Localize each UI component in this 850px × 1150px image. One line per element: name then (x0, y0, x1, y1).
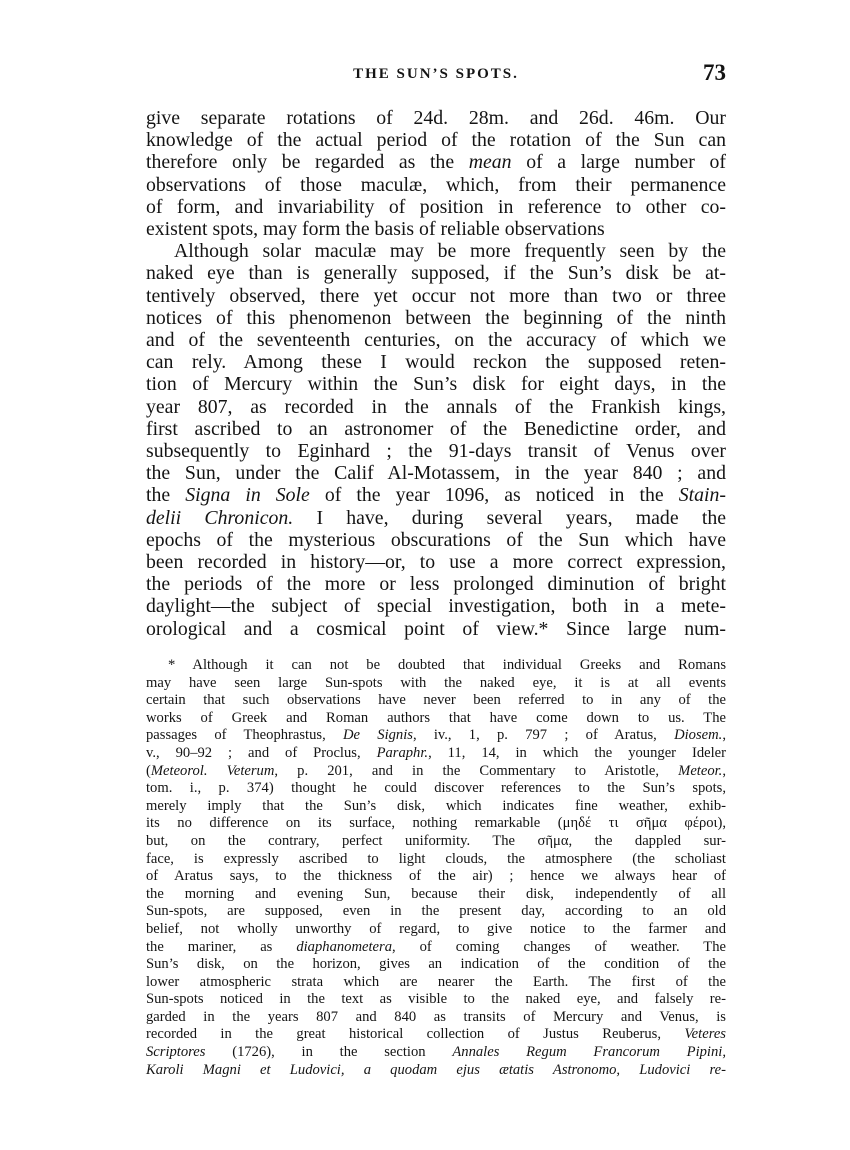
emphasis: De Signis (343, 727, 413, 744)
text-line: tion of Mercury within the Sun’s disk for eight days, in the (146, 373, 726, 396)
footnote-line: works of Greek and Roman authors that have come down to us. The (146, 709, 726, 726)
footnote-line: Sun-spots noticed in the text as visible to the naked eye, and falsely re- (146, 991, 726, 1008)
text-run: therefore only be regarded as the (146, 151, 469, 174)
text-line: orological and a cosmical point of view.* Since large num- (146, 617, 726, 640)
text-run: passages of Theophrastus, (146, 727, 343, 744)
text-line: Although solar maculæ may be more frequently seen by the (174, 240, 726, 263)
text-line: existent spots, may form the basis of reliable observations (146, 218, 605, 241)
text-run: , of coming changes of weather. The (392, 938, 726, 955)
text-line: the periods of the more or less prolonged diminution of bright (146, 573, 726, 596)
footnote-line (146, 1062, 726, 1080)
emphasis: Meteor. (678, 762, 723, 779)
text-line: daylight—the subject of special investigation, both in a mete- (146, 595, 726, 618)
running-head (146, 60, 726, 90)
emphasis: diaphanometera (296, 938, 392, 955)
emphasis: Veteres (684, 1026, 726, 1043)
footnote-line: Sun’s disk, on the horizon, gives an indication of the condition of the (146, 956, 726, 973)
footnote-line (146, 939, 726, 957)
main-text (146, 107, 726, 640)
footnote-line: may have seen large Sun-spots with the naked eye, it is at all events (146, 674, 726, 691)
text-run: , (722, 762, 726, 779)
footnote-line: belief, not wholly unworthy of regard, to give notice to the farmer and (146, 920, 726, 937)
emphasis: Meteorol. Veterum (150, 762, 275, 779)
text-run: the (146, 484, 186, 507)
text-run: v., 90–92 ; and of Proclus, (146, 744, 377, 761)
page-number: 73 (703, 60, 726, 85)
text-run: , 11, 14, in which the younger Ideler (428, 744, 727, 761)
emphasis: Paraphr. (376, 744, 429, 761)
text-run: of a large number of (511, 151, 726, 174)
text-run: recorded in the great historical collection of Justus Reuberus, (146, 1026, 685, 1043)
footnote (146, 657, 726, 1079)
text-line: naked eye than is generally supposed, if the Sun’s disk be at- (146, 262, 726, 285)
paragraph (146, 107, 726, 240)
emphasis: delii Chronicon. (146, 506, 294, 529)
text-run: the mariner, as (146, 938, 297, 955)
emphasis: Scriptores (146, 1044, 206, 1061)
footnote-line: but, on the contrary, perfect uniformity. The σῆμα, the dappled sur- (146, 832, 726, 849)
text-line (146, 484, 726, 506)
text-run: of the year 1096, as noticed in the (309, 484, 679, 507)
footnote-line: garded in the years 807 and 840 as transits of Mercury and Venus, is (146, 1008, 726, 1025)
text-line: epochs of the mysterious obscurations of the Sun which have (146, 528, 726, 551)
emphasis: Annales Regum Francorum Pipini, (452, 1044, 726, 1061)
emphasis: mean (468, 151, 512, 174)
text-run: ( (146, 762, 151, 779)
footnote-line: Sun-spots, are supposed, even in the present day, according to an old (146, 903, 726, 920)
footnote-line: face, is expressly ascribed to light clouds, the atmosphere (the scholiast (146, 850, 726, 867)
footnote-line (146, 727, 726, 745)
footnote-line (146, 1044, 726, 1062)
footnote-line: certain that such observations have never been referred to in any of the (146, 692, 726, 709)
text-run: , (722, 727, 726, 744)
text-line: tentively observed, there yet occur not more than two or three (146, 284, 726, 307)
footnote-line: merely imply that the Sun’s disk, which indicates fine weather, exhib- (146, 797, 726, 814)
emphasis: Diosem. (674, 727, 723, 744)
text-line: been recorded in history—or, to use a more correct expression, (146, 551, 726, 574)
text-run: I have, during several years, made the (293, 506, 726, 529)
emphasis: Signa in Sole (185, 484, 310, 507)
text-run: , iv., 1, p. 797 ; of Aratus, (412, 727, 675, 744)
text-line: subsequently to Eginhard ; the 91-days transit of Venus over (146, 440, 726, 463)
footnote-line (146, 1026, 726, 1044)
footnote-line: tom. i., p. 374) thought he could discover references to the Sun’s spots, (146, 780, 726, 797)
footnote-line (146, 763, 726, 781)
text-line: year 807, as recorded in the annals of the Frankish kings, (146, 395, 726, 418)
text-run: (1726), in the section (205, 1044, 453, 1061)
text-line: and of the seventeenth centuries, on the accuracy of which we (146, 329, 726, 352)
text-run: , p. 201, and in the Commentary to Aristotle, (274, 762, 679, 779)
paragraph (146, 240, 726, 640)
text-line: give separate rotations of 24d. 28m. and 26d. 46m. Our (146, 107, 726, 129)
text-line (146, 507, 726, 529)
footnote-line (146, 745, 726, 763)
text-line: observations of those maculæ, which, from their permanence (146, 173, 726, 196)
footnote-line: * Although it can not be doubted that individual Greeks and Romans (168, 657, 726, 673)
running-title: THE SUN’S SPOTS. (353, 66, 519, 82)
emphasis: Karoli Magni et Ludovici, a quodam ejus ætatis Astronomo, Ludovici re- (146, 1061, 726, 1078)
footnote-line: lower atmospheric strata which are nearer the Earth. The first of the (146, 973, 726, 990)
text-line: knowledge of the actual period of the rotation of the Sun can (146, 129, 726, 152)
text-line (146, 151, 726, 173)
text-line: can rely. Among these I would reckon the supposed reten- (146, 351, 726, 374)
footnote-line: its no difference on its surface, nothing remarkable (μηδέ τι σῆμα φέροι), (146, 815, 726, 832)
text-line: first ascribed to an astronomer of the Benedictine order, and (146, 417, 726, 440)
text-line: notices of this phenomenon between the beginning of the ninth (146, 306, 726, 329)
text-line: the Sun, under the Calif Al-Motassem, in the year 840 ; and (146, 462, 726, 485)
text-line: of form, and invariability of position in reference to other co- (146, 195, 726, 218)
footnote-line: the morning and evening Sun, because their disk, independently of all (146, 885, 726, 902)
emphasis: Stain- (678, 484, 726, 507)
footnote-line: of Aratus says, to the thickness of the air) ; hence we always hear of (146, 868, 726, 885)
